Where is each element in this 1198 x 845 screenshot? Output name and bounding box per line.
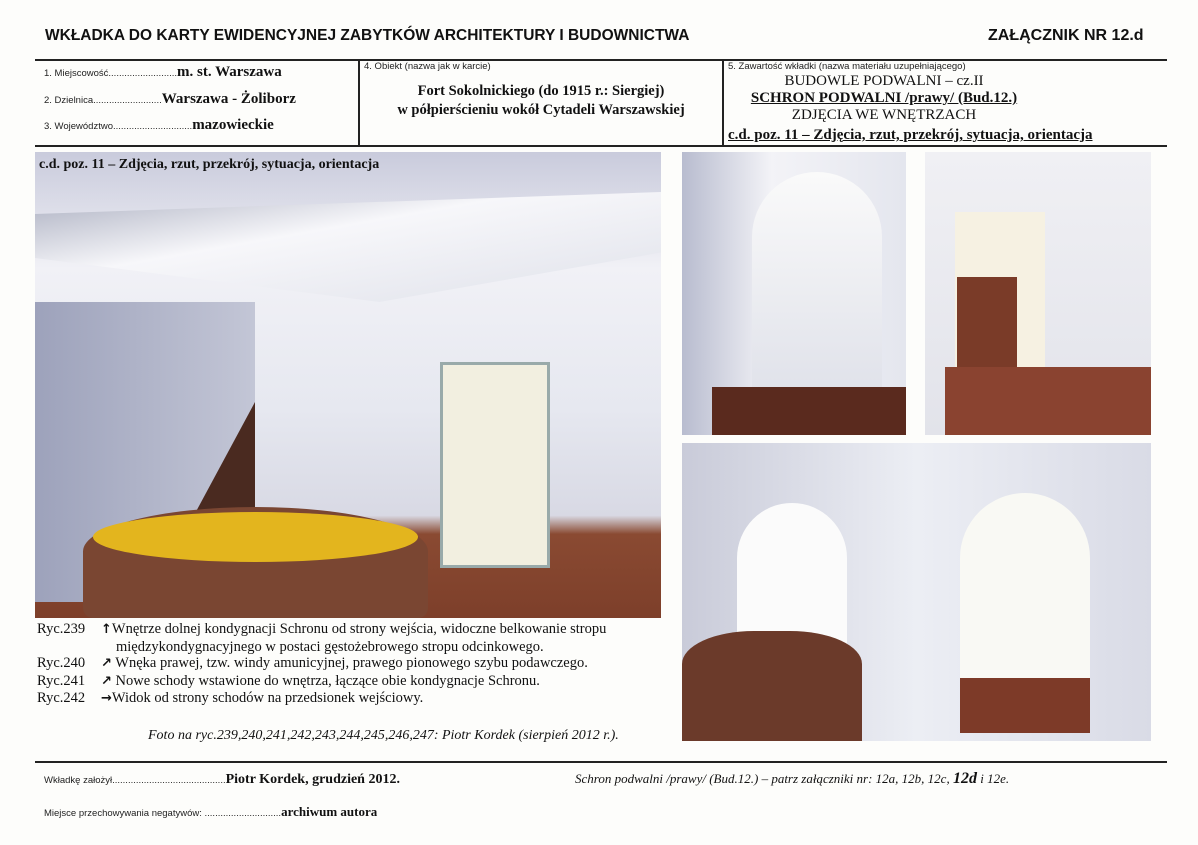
object-line: w półpierścieniu wokół Cytadeli Warszawskiej [397,102,685,118]
photo-ryc241 [925,152,1151,435]
caption-ref: Ryc.240 [37,655,86,671]
storage-value: archiwum autora [281,804,378,819]
content-label: 5. Zawartość wkładki (nazwa materiału uzupełniającego) [728,61,966,72]
related-annexes [575,770,1009,788]
document-title: WKŁADKA DO KARTY EWIDENCYJNEJ ZABYTKÓW ARCHITEKTURY I BUDOWNICTWA [45,27,690,44]
glass-door [440,362,550,568]
floor [945,367,1151,435]
caption-text: Nowe schody wstawione do wnętrza, łączące obie kondygnacje Schronu. [115,672,540,689]
caption-text: Widok od strony schodów na przedsionek wejściowy. [111,690,424,706]
storage-label: Miejsce przechowywania negatywów: ............................. [44,808,282,819]
negatives-storage [44,803,377,821]
photo-ryc242 [682,443,1151,741]
ceiling [35,192,661,302]
vessel [682,631,862,741]
divider [35,761,1167,763]
arrow-up-icon: ↑ [101,622,112,637]
annex-ref-current: 12d [952,770,977,787]
field-district: 2. Dzielnica..........................Warszawa - Żoliborz [44,91,296,107]
content-description [724,73,1044,124]
content-line: ZDJĘCIA WE WNĘTRZACH [791,107,977,123]
annex-ref: Schron podwalni /prawy/ (Bud.12.) – patrz załączniki nr: 12a, 12b, 12c, [575,771,953,786]
caption-ref: Ryc.241 [37,672,86,689]
object-name [360,82,722,120]
floor [960,678,1090,733]
photo-ryc239 [35,152,661,618]
object-line: Fort Sokolnickiego (do 1915 r.: Siergiej) [417,83,665,99]
captions [37,621,677,708]
created-label: Wkładkę założył........................................... [44,775,226,786]
photo-credit: Foto na ryc.239,240,241,242,243,244,245,246,247: Piotr Kordek (sierpień 2012 r.). [148,728,619,743]
field-locality: 1. Miejscowość..........................m. st. Warszawa [44,64,282,80]
annex-number: ZAŁĄCZNIK NR 12.d [988,27,1144,44]
arrow-right-icon: → [101,691,112,706]
annex-ref: i 12e. [976,771,1010,786]
stairs [957,277,1017,377]
caption-ryc241 [37,673,677,691]
arrow-up-right-icon: ↗ [101,673,112,689]
caption-text: międzykondygnacyjnego w postaci gęstożebrowego stropu odcinkowego. [116,638,544,655]
vessel-top [93,512,418,562]
caption-ref: Ryc.239 [37,621,86,637]
caption-text: Wnęka prawej, tzw. windy amunicyjnej, prawego pionowego szybu podawczego. [115,655,588,671]
floor [712,387,906,435]
caption-text: Wnętrze dolnej kondygnacji Schronu od strony wejścia, widoczne belkowanie stropu [111,621,607,637]
caption-ref: Ryc.242 [37,690,86,706]
photo-ryc240 [682,152,906,435]
caption-ryc242 [37,690,677,708]
created-by [44,770,400,788]
content-line: BUDOWLE PODWALNI – cz.II [784,73,984,89]
content-line: SCHRON PODWALNI /prawy/ (Bud.12.) [750,90,1018,106]
divider [35,145,1167,147]
niche [752,172,882,392]
photo-overlay-caption: c.d. poz. 11 – Zdjęcia, rzut, przekrój, sytuacja, orientacja [39,157,380,172]
created-value: Piotr Kordek, grudzień 2012. [225,772,400,787]
field-voivodeship: 3. Województwo..............................mazowieckie [44,117,274,133]
content-line: c.d. poz. 11 – Zdjęcia, rzut, przekrój, sytuacja, orientacja [728,127,1093,143]
object-label: 4. Obiekt (nazwa jak w karcie) [364,61,491,72]
arrow-up-right-icon: ↗ [101,656,112,671]
divider [35,59,1167,61]
caption-ryc240 [37,655,677,673]
caption-ryc239 [37,621,677,639]
